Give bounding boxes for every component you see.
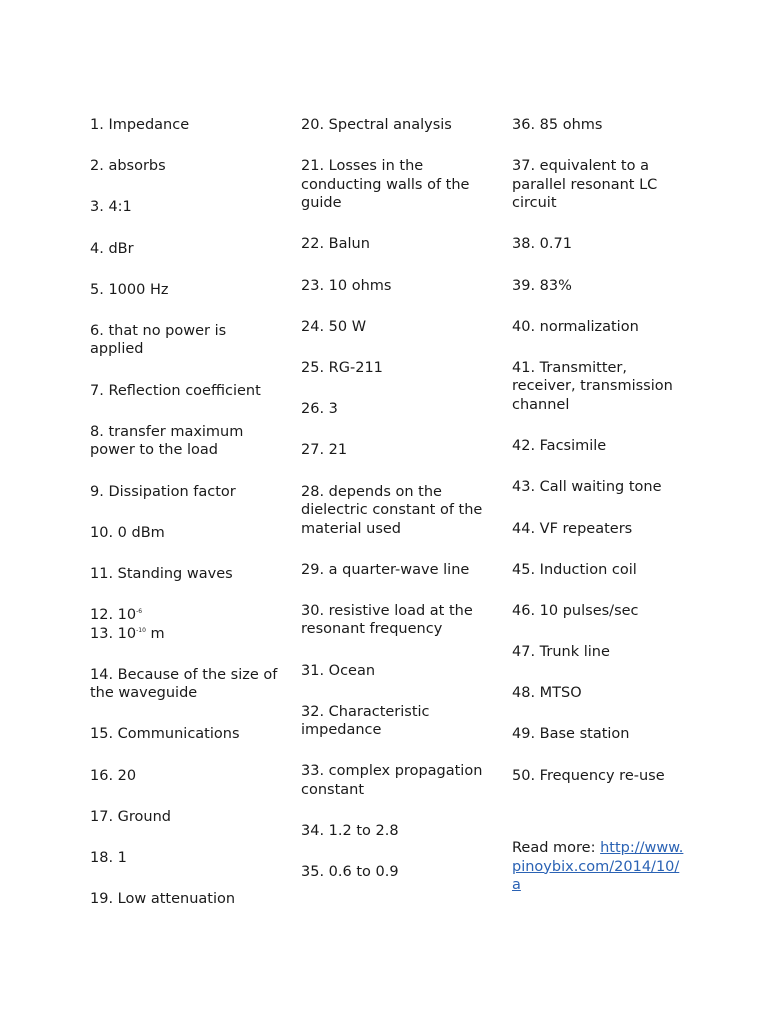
answer-item: 7. Reflection coefficient [90,382,261,399]
answer-item: 26. 3 [301,401,338,418]
answer-item: 24. 50 W [301,318,367,335]
answer-item: 16. 20 [90,767,137,784]
answer-item: 4. dBr [90,240,134,257]
answer-item: 5. 1000 Hz [90,281,169,298]
answer-item: 28. depends on the dielectric constant of the material used [301,483,483,537]
answer-item: 30. resistive load at the resonant frequency [301,602,473,638]
answer-item: 50. Frequency re-use [512,767,665,784]
answer-item: 36. 85 ohms [512,117,603,133]
answer-13-base: 13. 10 [90,625,137,642]
answer-item: 34. 1.2 to 2.8 [301,823,399,840]
answer-item: 33. complex propagation constant [301,763,483,798]
answer-item: 46. 10 pulses/sec [512,602,639,619]
answer-item: 2. absorbs [90,158,166,175]
answer-item: 6. that no power is applied [90,322,227,358]
answer-item: 9. Dissipation factor [90,483,236,500]
answer-item: 22. Balun [301,236,370,253]
answer-item: 15. Communications [90,726,240,743]
answer-item: 19. Low attenuation [90,891,236,908]
answer-item: 18. 1 [90,850,127,866]
answer-item: 45. Induction coil [512,561,637,578]
read-more-label: Read more: [512,840,601,857]
answer-12-base: 12. 10 [90,607,137,624]
answers-column-3 [512,116,687,917]
answers-column-1 [90,116,280,931]
answer-item: 27. 21 [301,442,348,459]
answer-item-13 [90,625,280,644]
read-more-link[interactable]: http://www.pinoybix.com/2014/10/a [512,840,684,894]
answer-item: 48. MTSO [512,685,582,702]
answer-item: 17. Ground [90,808,172,825]
answer-item: 11. Standing waves [90,565,233,582]
answer-item: 35. 0.6 to 0.9 [301,864,399,881]
answer-item: 38. 0.71 [512,236,572,253]
answer-item: 31. Ocean [301,662,376,679]
answer-item: 8. transfer maximum power to the load [90,423,244,459]
answer-12-exponent: -6 [136,608,143,616]
answer-item: 14. Because of the size of the waveguide [90,666,278,702]
answer-item: 23. 10 ohms [301,277,392,294]
answer-item: 29. a quarter-wave line [301,561,470,578]
answer-item-12 [90,606,280,625]
answer-13-exponent: -10 [136,626,146,634]
answer-item: 49. Base station [512,726,630,743]
answer-item: 43. Call waiting tone [512,479,662,496]
answer-item: 39. 83% [512,277,572,294]
answer-item: 21. Losses in the conducting walls of the guide [301,158,470,212]
answer-item: 42. Facsimile [512,438,607,455]
answer-item: 32. Characteristic impedance [301,703,430,739]
answer-item: 47. Trunk line [512,644,610,661]
answer-item: 20. Spectral analysis [301,117,452,133]
answers-column-2 [301,116,491,905]
answer-item: 41. Transmitter, receiver, transmission channel [512,359,673,413]
answer-item: 40. normalization [512,318,639,335]
answer-item: 1. Impedance [90,117,190,133]
answer-13-unit: m [145,625,165,642]
answer-item: 10. 0 dBm [90,524,165,541]
answer-item: 44. VF repeaters [512,520,633,537]
answer-item: 37. equivalent to a parallel resonant LC circuit [512,158,658,212]
read-more [512,839,687,895]
answer-item: 25. RG-211 [301,359,383,376]
answer-item: 3. 4:1 [90,199,132,216]
